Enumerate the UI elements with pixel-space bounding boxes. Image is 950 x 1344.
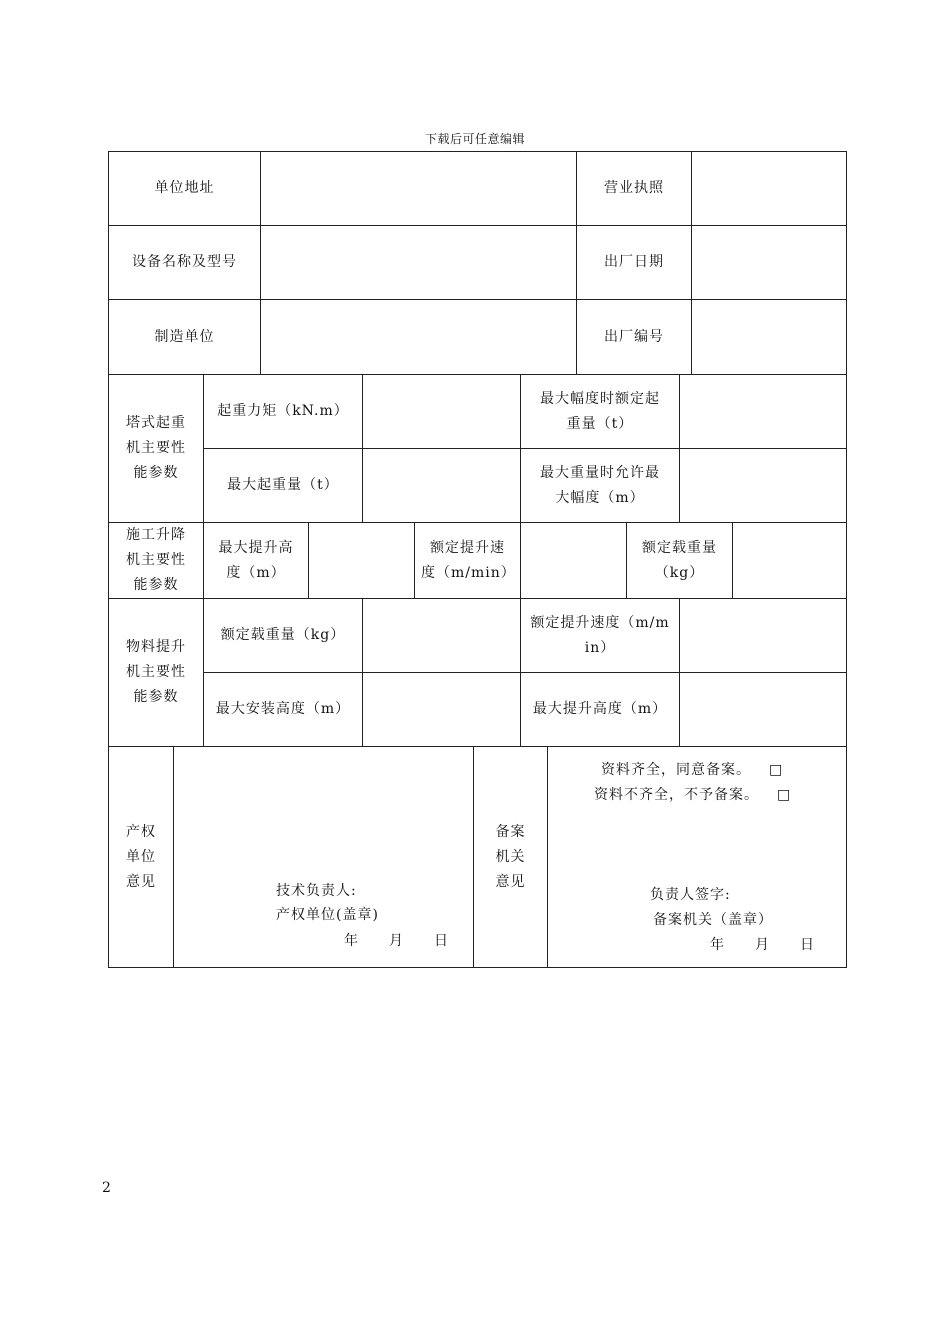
equipment-record-form (108, 151, 847, 968)
rule (547, 746, 548, 968)
owner-seal-label: 产权单位(盖章) (276, 907, 379, 923)
filing-authority-seal-label: 备案机关（盖章） (653, 912, 773, 928)
filing-opinion-title: 备案 机关 意见 (495, 823, 526, 890)
hoist-max-lift-height-label: 最大提升高 度（m） (218, 539, 294, 581)
unit-address-label: 单位地址 (154, 180, 215, 196)
page-number: 2 (102, 1180, 111, 1196)
manufacturer-label: 制造单位 (154, 328, 215, 345)
rule (846, 151, 847, 968)
hoist-rated-load-label: 额定载重量 （kg） (642, 539, 717, 581)
approve-checkbox[interactable]: □ (769, 762, 784, 778)
business-license-label: 营业执照 (604, 180, 664, 196)
material-hoist-section-title: 物料提升 机主要性 能参数 (126, 639, 186, 705)
rule (173, 746, 174, 968)
factory-number-label: 出厂编号 (604, 328, 664, 345)
header-note: 下载后可任意编辑 (424, 132, 525, 146)
rule (732, 522, 733, 598)
factory-date-label: 出厂日期 (604, 254, 664, 270)
material-hoist-rated-load-label: 额定载重量（kg） (220, 627, 346, 643)
tower-crane-section-title: 塔式起重 机主要性 能参数 (126, 415, 186, 481)
filing-approve-option: 资料齐全，同意备案。 □ (601, 762, 784, 778)
rule (679, 374, 680, 522)
rule (691, 151, 692, 374)
hoist-rated-lift-speed-label: 额定提升速 度（m/min） (421, 539, 516, 581)
tower-crane-lifting-moment-label: 起重力矩（kN.m） (217, 403, 349, 419)
material-hoist-max-lift-height-label: 最大提升高度（m） (532, 701, 668, 717)
rule (108, 967, 847, 968)
material-hoist-max-install-height-label: 最大安装高度（m） (215, 701, 351, 717)
filing-date: 年 月 日 (710, 937, 815, 953)
rule (260, 151, 261, 374)
owner-technical-lead-label: 技术负责人: (276, 883, 357, 899)
filing-reject-option: 资料不齐全，不予备案。 □ (594, 787, 792, 803)
rule (520, 522, 521, 598)
hoist-section-title: 施工升降 机主要性 能参数 (126, 527, 186, 593)
rule (362, 598, 363, 746)
rule (362, 374, 363, 522)
owner-opinion-title: 产权 单位 意见 (126, 823, 156, 890)
material-hoist-rated-lift-speed-label: 额定提升速度（m/m in） (530, 614, 670, 656)
rule (308, 522, 309, 598)
filing-responsible-signature-label: 负责人签字: (650, 887, 731, 903)
reject-checkbox[interactable]: □ (777, 787, 792, 803)
rule (679, 598, 680, 746)
owner-date: 年 月 日 (344, 933, 449, 949)
tower-crane-range-at-max-load-label: 最大重量时允许最 大幅度（m） (540, 464, 660, 506)
tower-crane-max-load-label: 最大起重量（t） (227, 477, 339, 493)
tower-crane-rated-load-at-max-range-label: 最大幅度时额定起 重量（t） (540, 390, 660, 432)
equipment-name-model-label: 设备名称及型号 (132, 254, 237, 270)
